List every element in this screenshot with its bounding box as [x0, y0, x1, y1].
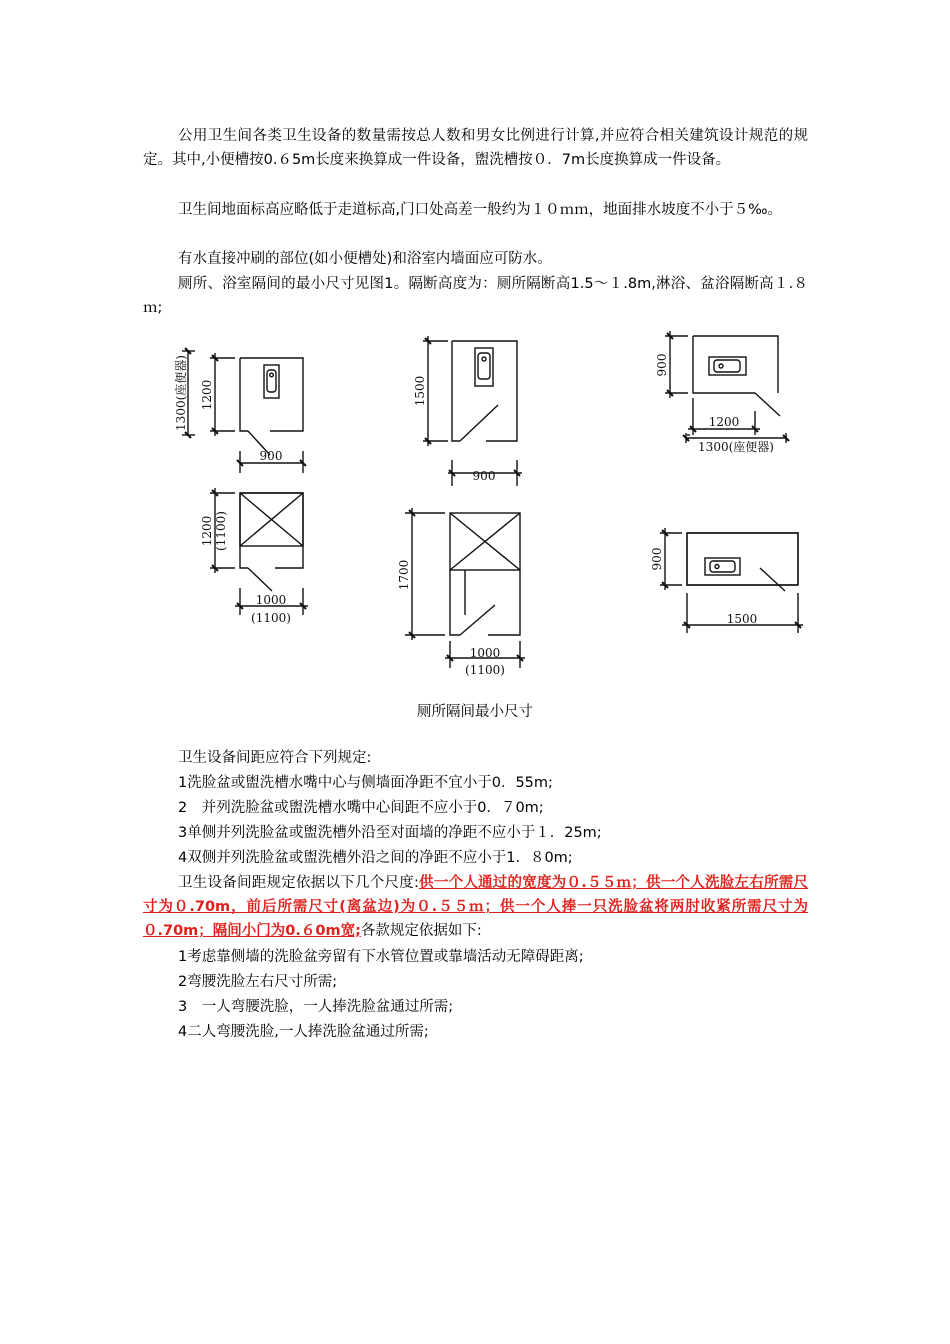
reason-item-3: 3 一人弯腰洗脸，一人捧洗脸盆通过所需; [178, 999, 454, 1015]
paragraph-fixture-count: 公用卫生间各类卫生设备的数量需按总人数和男女比例进行计算,并应符合相关建筑设计规范的规定。其中,小便槽按0.６5m长度来换算成一件设备，盥洗槽按０．7m长度换算成一件设备。 [143, 128, 808, 168]
dim-e-width-2: (1100) [465, 663, 505, 677]
spacing-basis-paragraph [143, 871, 808, 943]
dim-c-inner: 1200 [708, 415, 740, 429]
dim-c-height: 900 [655, 353, 669, 377]
cubicle-a [182, 351, 303, 473]
spacing-item-4: 4双侧并列洗脸盆或盥洗槽外沿之间的净距不应小于1．８0m; [178, 850, 573, 866]
reason-item-4: 4二人弯腰洗脸,一人捧洗脸盆通过所需; [178, 1024, 429, 1040]
spacing-item-2: 2 并列洗脸盆或盥洗槽水嘴中心间距不应小于0．７0m; [178, 800, 544, 816]
dim-f-width: 1500 [726, 612, 758, 626]
basis-highlight: 供一个人通过的宽度为０.５５ｍ；供一个人洗脸左右所需尺寸为０.70m，前后所需尺寸(离盆边)为０.５５ｍ；供一个人捧一只洗脸盆将两肘收紧所需尺寸为０.70m；隔间小门为0.６0m宽; [143, 875, 808, 939]
figure-caption: 厕所隔间最小尺寸 [417, 704, 533, 720]
paragraph-waterproof: 有水直接冲刷的部位(如小便槽处)和浴室内墙面应可防水。 [178, 251, 552, 267]
dim-b-height: 1500 [413, 375, 427, 407]
toilet-cubicle-figure [160, 323, 820, 693]
dim-c-outer: 1300(座便器) [698, 440, 774, 454]
paragraph-floor-level: 卫生间地面标高应略低于走道标高,门口处高差一般约为１０ｍｍ，地面排水坡度不小于５‰。 [178, 202, 783, 218]
dim-a-outer: 1300(座便器) [174, 355, 188, 431]
reason-item-1: 1考虑靠侧墙的洗脸盆旁留有下水管位置或靠墙活动无障碍距离; [178, 949, 584, 965]
reason-item-2: 2弯腰洗脸左右尺寸所需; [178, 974, 338, 990]
dim-d-width-2: (1100) [251, 611, 291, 625]
dim-a-width: 900 [259, 449, 283, 463]
dim-d-width-1: 1000 [255, 593, 287, 607]
basis-prefix: 卫生设备间距规定依据以下几个尺度: [178, 875, 419, 891]
dim-a-inner: 1200 [200, 379, 214, 411]
dim-f-height: 900 [650, 547, 664, 571]
dim-e-width-1: 1000 [469, 646, 501, 660]
dim-d-height-1: 1200 [200, 515, 214, 547]
dim-b-width: 900 [472, 469, 496, 483]
paragraph-partition: 厕所、浴室隔间的最小尺寸见图1。隔断高度为：厕所隔断高1.5～１.8m,淋浴、盆浴隔断高１.８ｍ; [143, 276, 808, 316]
spacing-intro: 卫生设备间距应符合下列规定: [178, 750, 372, 766]
spacing-item-3: 3单侧并列洗脸盆或盥洗槽外沿至对面墙的净距不应小于１．25m; [178, 825, 602, 841]
dim-d-height-2: (1100) [214, 511, 228, 551]
cubicle-b [423, 336, 522, 486]
basis-suffix: 各款规定依据如下: [360, 923, 482, 939]
cubicle-e [405, 508, 525, 668]
cubicle-diagrams [160, 323, 820, 693]
dim-e-height: 1700 [397, 559, 411, 591]
spacing-item-1: 1洗脸盆或盥洗槽水嘴中心与侧墙面净距不宜小于0．55m; [178, 775, 553, 791]
